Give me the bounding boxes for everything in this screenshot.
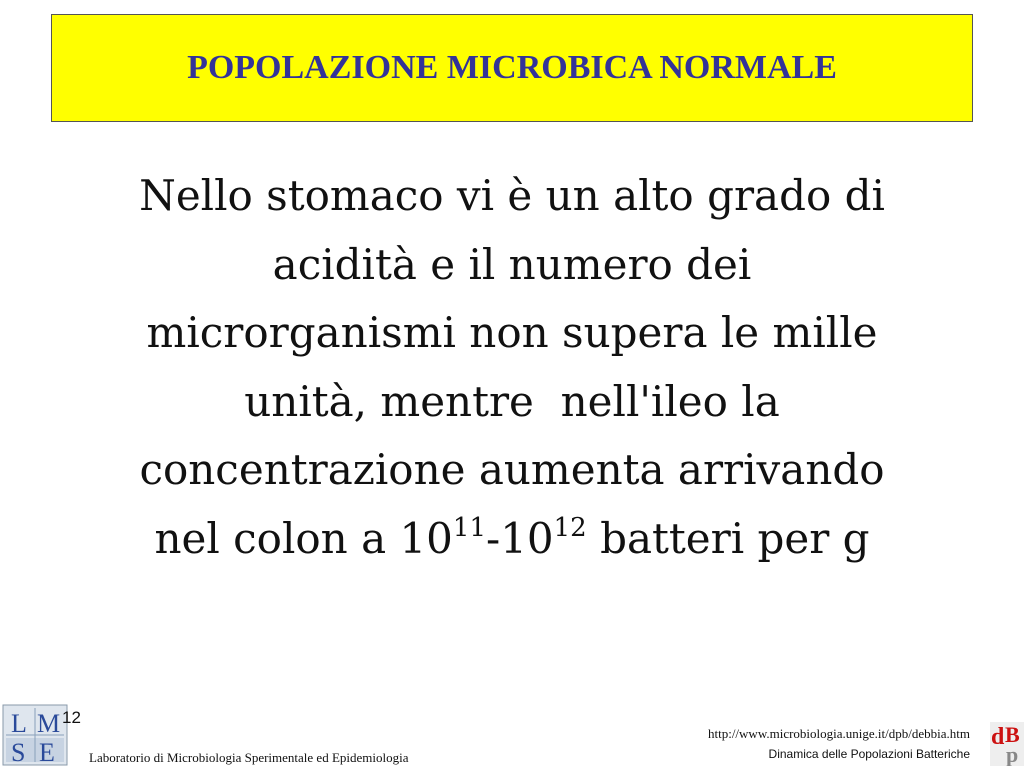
dbp-letter-d: d [991,724,1005,750]
body-line-6-prefix: nel colon a 10 [154,513,453,563]
exponent-11: 11 [452,512,486,543]
body-line-4: unità, mentre nell'ileo la [244,376,780,426]
lmse-letter-l: L [11,709,27,738]
title-box [51,14,973,122]
footer-lab-name: Laboratorio di Microbiologia Sperimentale ed Epidemiologia [89,750,409,765]
body-line-6-suffix: batteri per g [586,513,870,563]
body-line-6-mid: -10 [486,513,554,563]
body-line-1: Nello stomaco vi è un alto grado di [139,171,885,220]
dbp-logo-icon [990,722,1024,766]
body-line-3: microrganismi non supera le mille [146,308,878,357]
slide-number: 12 [62,708,81,727]
body-line-5: concentrazione aumenta arrivando [139,445,885,494]
body-line-6 [50,505,974,574]
body-line-2: acidità e il numero dei [272,239,752,289]
footer-url[interactable]: http://www.microbiologia.unige.it/dpb/debbia.htm [707,726,970,741]
lmse-letter-e: E [39,738,55,766]
lmse-letter-m: M [37,709,61,738]
dbp-letter-b: B [1005,722,1020,747]
lmse-letter-s: S [11,738,26,766]
dbp-letter-p: p [1006,742,1019,766]
slide-title: POPOLAZIONE MICROBICA NORMALE [187,49,837,86]
footer-subtitle: Dinamica delle Popolazioni Batteriche [768,747,970,761]
lmse-logo-icon [2,704,68,766]
exponent-12: 12 [553,512,587,543]
slide-body [50,162,974,573]
